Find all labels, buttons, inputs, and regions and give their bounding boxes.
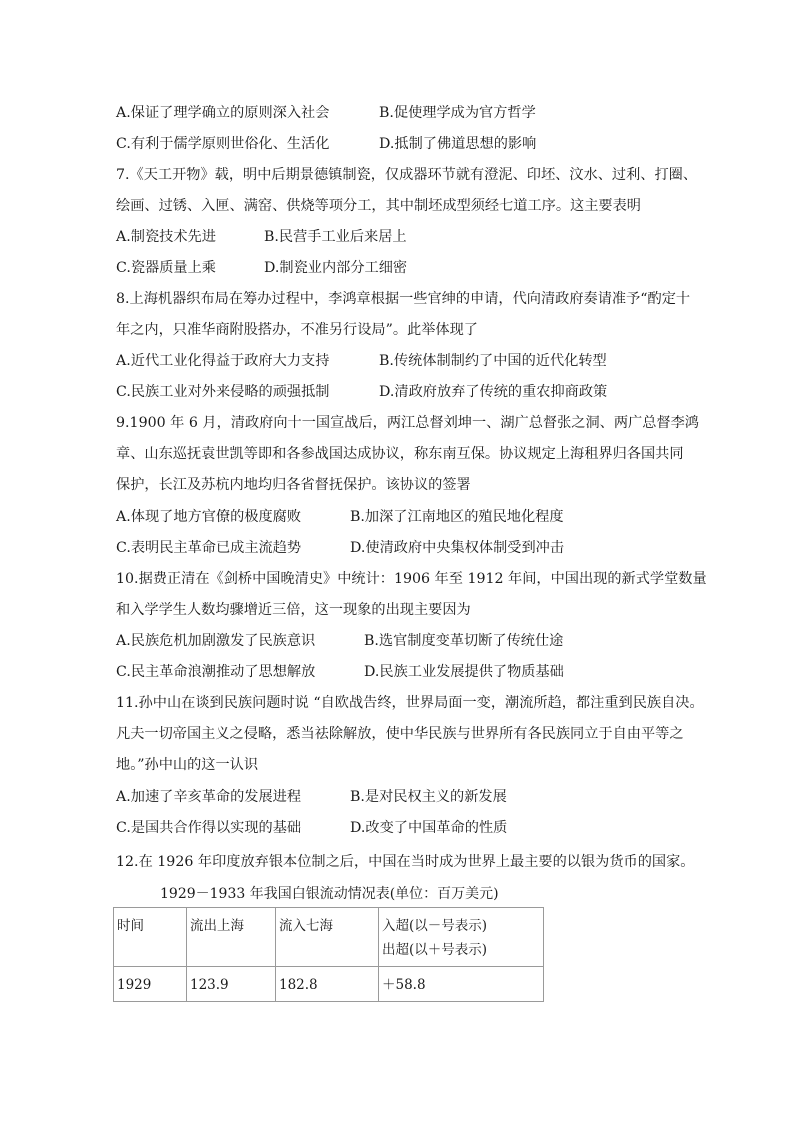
cell-outflow: 123.9: [187, 967, 276, 1002]
q10-stem-line-1: 10.据费正清在《剑桥中国晚清史》中统计：1906 年至 1912 年间，中国出现的新式学堂数量: [116, 571, 707, 587]
cell-inflow: 182.8: [276, 967, 379, 1002]
q7-option-b: B.民营手工业后来居上: [264, 229, 407, 245]
q11-option-d: D.改变了中国革命的性质: [350, 820, 508, 836]
q12-stem-line: 12.在 1926 年印度放弃银本位制之后，中国在当时成为世界上最主要的以银为货币的国家。: [116, 854, 695, 870]
q6-option-a: A.保证了理学确立的原则深入社会: [116, 105, 330, 121]
q9-stem-line-2: 章、山东巡抚袁世凯等即和各参战国达成协议，称东南互保。协议规定上海租界归各国共同: [116, 446, 684, 462]
q11-option-a: A.加速了辛亥革命的发展进程: [116, 789, 302, 805]
cell-balance: ＋58.8: [379, 967, 544, 1002]
q11-option-b: B.是对民权主义的新发展: [350, 789, 507, 805]
header-balance-line-1: 入超(以－号表示): [382, 918, 488, 934]
q9-option-a: A.体现了地方官僚的极度腐败: [116, 509, 302, 525]
q10-option-d: D.民族工业发展提供了物质基础: [364, 664, 564, 680]
q9-option-c: C.表明民主革命已成主流趋势: [116, 540, 302, 556]
q8-option-c: C.民族工业对外来侵略的顽强抵制: [116, 384, 330, 400]
q8-option-b: B.传统体制制约了中国的近代化转型: [379, 353, 607, 369]
table-header-row: [114, 908, 544, 967]
q11-stem-line-2: 凡夫一切帝国主义之侵略，悉当祛除解放，使中华民族与世界所有各民族同立于自由平等之: [116, 726, 684, 742]
q8-option-d: D.清政府放弃了传统的重农抑商政策: [379, 384, 608, 400]
q10-option-b: B.选官制度变革切断了传统仕途: [364, 633, 564, 649]
q9-stem-line-3: 保护，长江及苏杭内地均归各省督抚保护。该协议的签署: [116, 477, 471, 493]
q6-option-d: D.抵制了佛道思想的影响: [379, 136, 537, 152]
q8-stem-line-1: 8.上海机器织布局在筹办过程中，李鸿章根据一些官绅的申请，代向清政府奏请准予“酌定十: [116, 291, 691, 307]
q10-option-c: C.民主革命浪潮推动了思想解放: [116, 664, 316, 680]
q11-option-c: C.是国共合作得以实现的基础: [116, 820, 302, 836]
q9-stem-line-1: 9.1900 年 6 月，清政府向十一国宣战后，两江总督刘坤一、湖广总督张之洞、两广总督李鸿: [116, 415, 699, 431]
q6-option-c: C.有利于儒学原则世俗化、生活化: [116, 136, 330, 152]
q9-option-b: B.加深了江南地区的殖民地化程度: [350, 509, 564, 525]
q11-stem-line-3: 地。”孙中山的这一认识: [116, 757, 259, 773]
table-row: [114, 967, 544, 1002]
table-caption: 1929－1933 年我国白银流动情况表(单位：百万美元): [160, 886, 499, 902]
q8-option-a: A.近代工业化得益于政府大力支持: [116, 353, 330, 369]
header-inflow: 流入七海: [276, 908, 379, 967]
q6-option-b: B.促使理学成为官方哲学: [379, 105, 536, 121]
silver-flow-table: [113, 907, 544, 1002]
q7-option-a: A.制瓷技术先进: [116, 229, 216, 245]
q7-option-c: C.瓷器质量上乘: [116, 260, 216, 276]
header-outflow: 流出上海: [187, 908, 276, 967]
q7-option-d: D.制瓷业内部分工细密: [264, 260, 408, 276]
header-time: 时间: [114, 908, 187, 967]
q10-stem-line-2: 和入学学生人数均骤增近三倍，这一现象的出现主要因为: [116, 602, 471, 618]
q8-stem-line-2: 年之内，只准华商附股搭办，不准另行设局”。此举体现了: [116, 322, 478, 338]
cell-year: 1929: [114, 967, 187, 1002]
header-balance-line-2: 出超(以＋号表示): [382, 942, 488, 958]
q7-stem-line-2: 绘画、过锈、入匣、满窑、供烧等项分工，其中制坯成型须经七道工序。这主要表明: [116, 198, 641, 214]
q11-stem-line-1: 11.孙中山在谈到民族问题时说 “自欧战告终，世界局面一变，潮流所趋，都注重到民族自决。: [116, 695, 704, 711]
header-balance: [379, 908, 544, 967]
q10-option-a: A.民族危机加剧激发了民族意识: [116, 633, 316, 649]
q9-option-d: D.使清政府中央集权体制受到冲击: [350, 540, 565, 556]
q7-stem-line-1: 7.《天工开物》载，明中后期景德镇制瓷，仅成器环节就有澄泥、印坯、汶水、过利、打圈、: [116, 167, 698, 183]
